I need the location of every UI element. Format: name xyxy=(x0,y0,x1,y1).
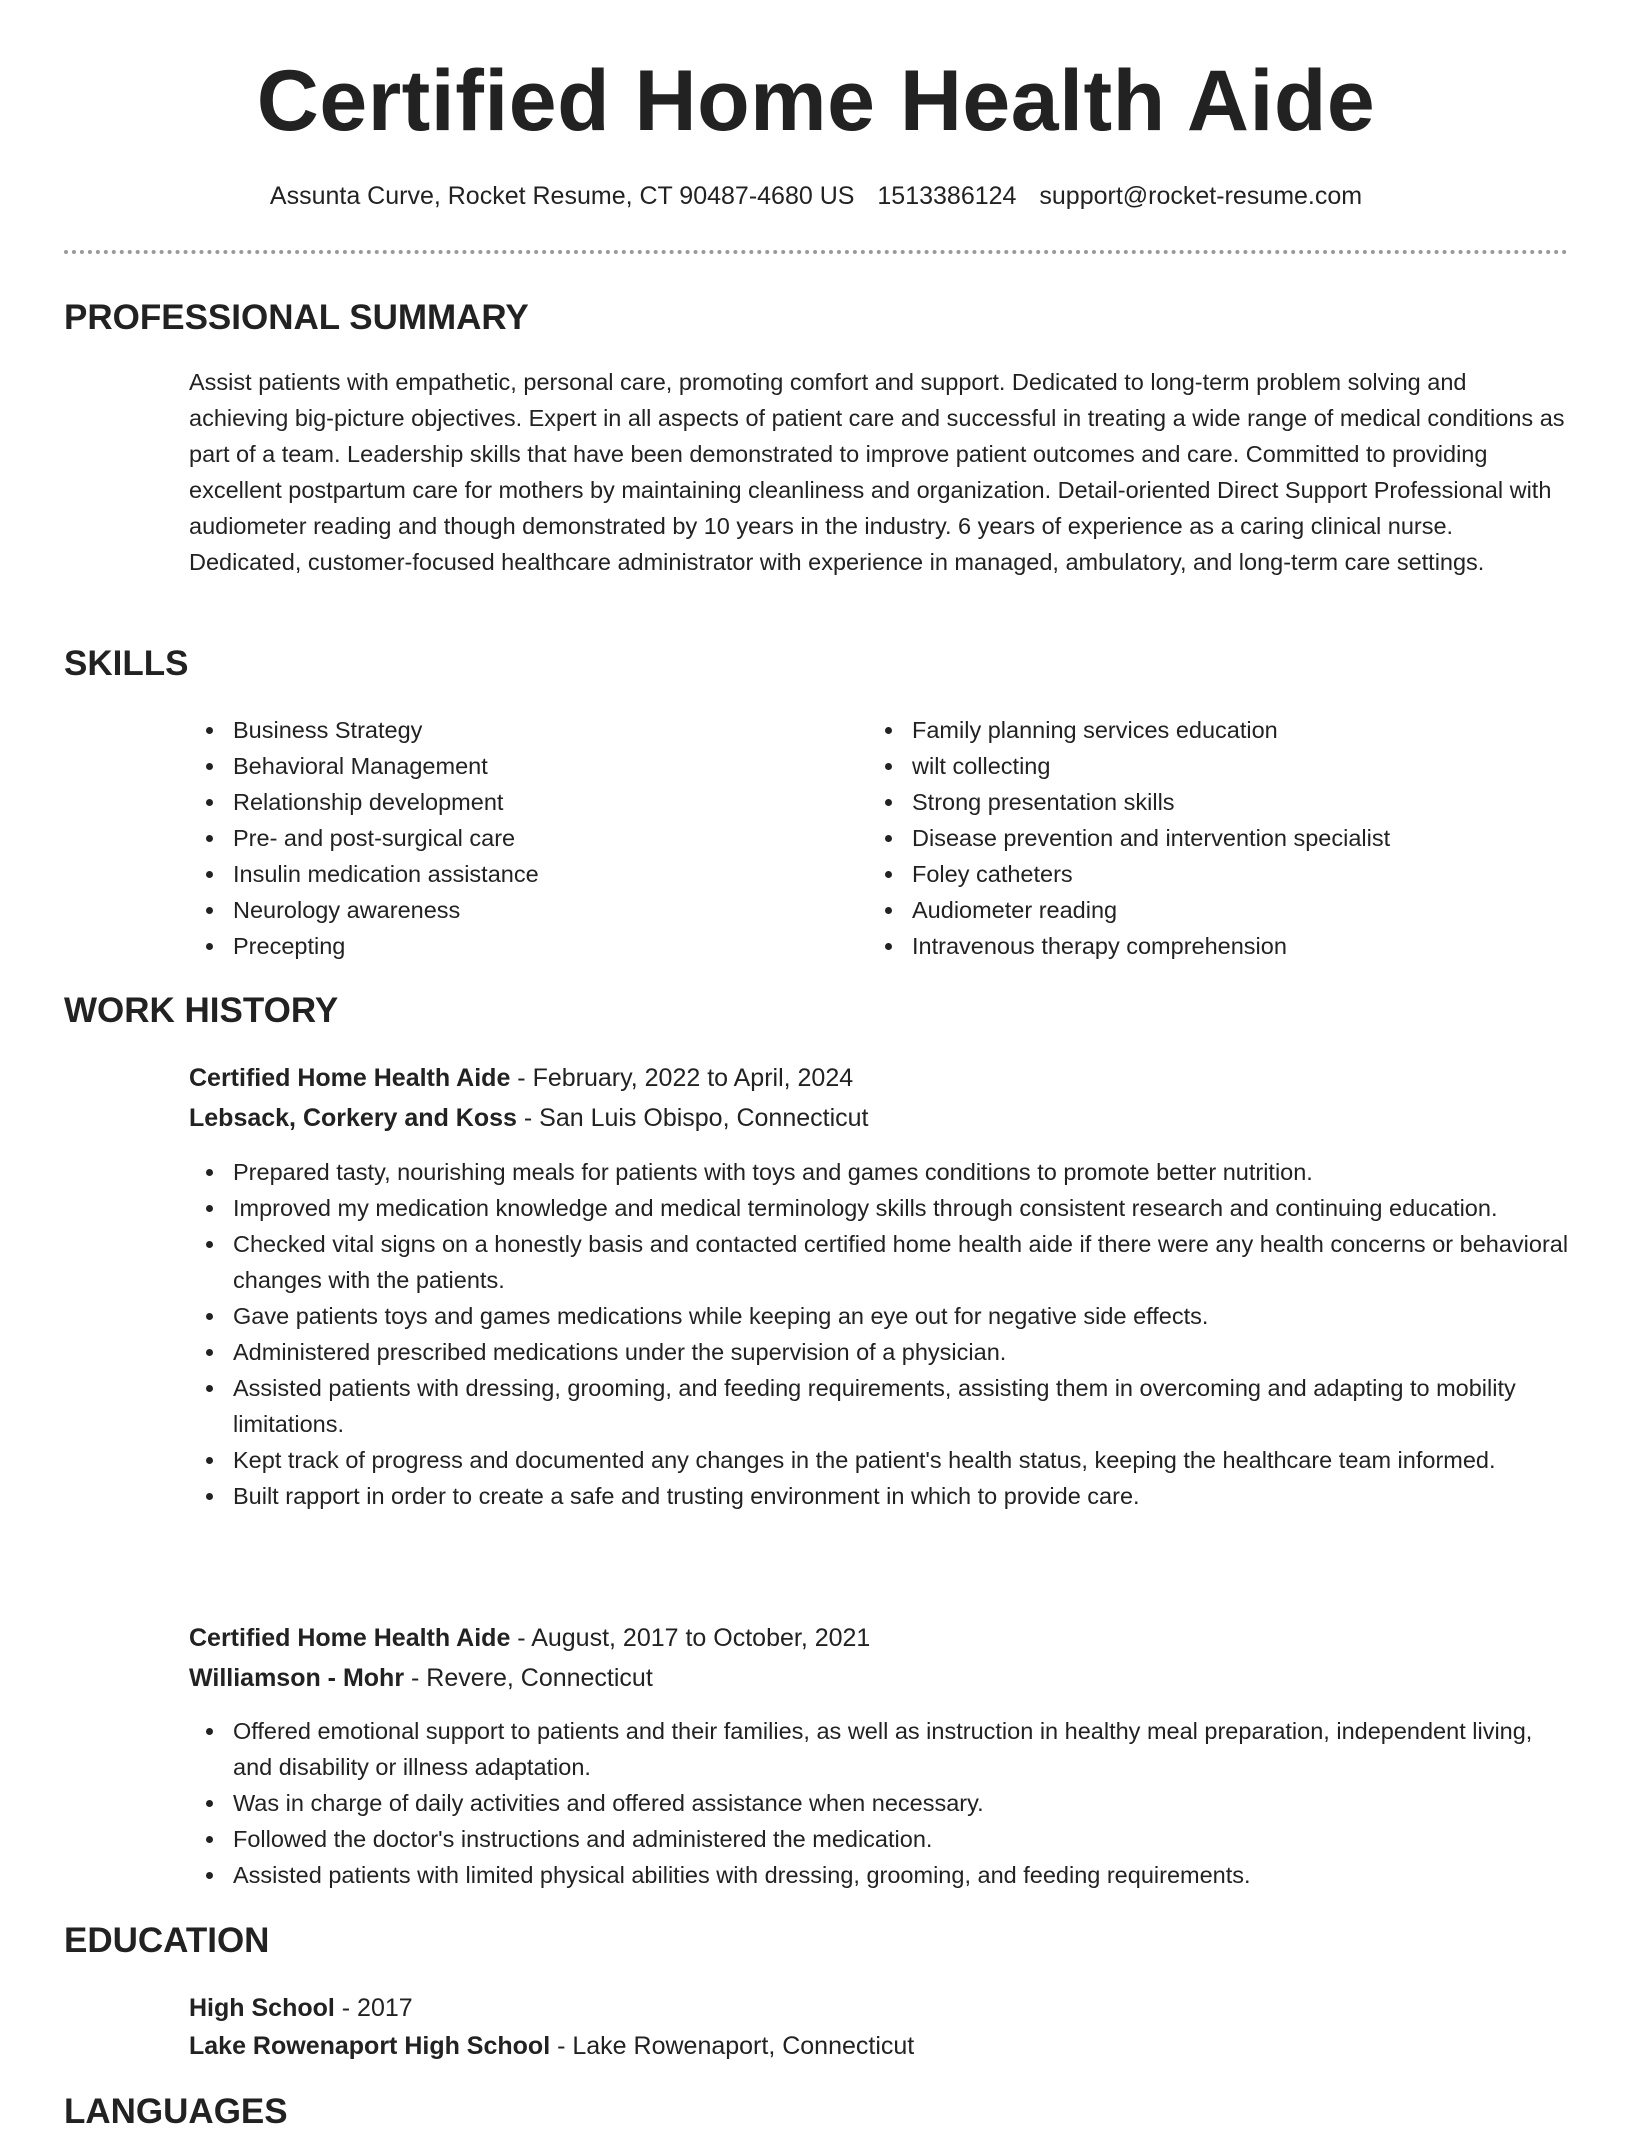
job-dates: - February, 2022 to April, 2024 xyxy=(510,1064,854,1092)
education-location: - Lake Rowenaport, Connecticut xyxy=(550,2032,915,2060)
skill-item: Strong presentation skills xyxy=(868,784,1568,820)
job-bullets xyxy=(189,1154,1569,1514)
skill-item: Relationship development xyxy=(189,784,829,820)
education-year: - 2017 xyxy=(334,1994,413,2022)
job-bullet: Kept track of progress and documented any changes in the patient's health status, keeping the healthcare team informed. xyxy=(189,1442,1569,1478)
skill-item: Foley catheters xyxy=(868,856,1568,892)
job-bullet: Gave patients toys and games medications while keeping an eye out for negative side effects. xyxy=(189,1298,1569,1334)
skill-item: Audiometer reading xyxy=(868,892,1568,928)
skill-item: Intravenous therapy comprehension xyxy=(868,928,1568,964)
job-title-line xyxy=(189,1620,870,1656)
skill-item: wilt collecting xyxy=(868,748,1568,784)
job-company: Williamson - Mohr xyxy=(189,1664,405,1692)
job-bullet: Was in charge of daily activities and offered assistance when necessary. xyxy=(189,1785,1569,1821)
skill-item: Insulin medication assistance xyxy=(189,856,829,892)
skill-item: Disease prevention and intervention specialist xyxy=(868,820,1568,856)
skills-list-right xyxy=(868,712,1568,964)
skill-item: Precepting xyxy=(189,928,829,964)
summary-heading: PROFESSIONAL SUMMARY xyxy=(64,298,529,337)
job-bullet: Followed the doctor's instructions and administered the medication. xyxy=(189,1821,1569,1857)
skills-list-left xyxy=(189,712,829,964)
job-location: - Revere, Connecticut xyxy=(404,1664,653,1692)
job-bullet: Prepared tasty, nourishing meals for patients with toys and games conditions to promote better nutrition. xyxy=(189,1154,1569,1190)
education-degree: High School xyxy=(189,1994,335,2022)
job-company-line xyxy=(189,1660,653,1696)
job-title-line xyxy=(189,1060,853,1096)
job-bullet: Built rapport in order to create a safe and trusting environment in which to provide care. xyxy=(189,1478,1569,1514)
contact-line xyxy=(0,182,1632,211)
job-dates: - August, 2017 to October, 2021 xyxy=(510,1624,871,1652)
job-bullet: Assisted patients with limited physical abilities with dressing, grooming, and feeding requirements. xyxy=(189,1857,1569,1893)
education-degree-line xyxy=(189,1990,413,2026)
job-company: Lebsack, Corkery and Koss xyxy=(189,1104,517,1132)
job-bullet: Improved my medication knowledge and medical terminology skills through consistent research and continuing education. xyxy=(189,1190,1569,1226)
skill-item: Neurology awareness xyxy=(189,892,829,928)
education-school: Lake Rowenaport High School xyxy=(189,2032,551,2060)
work-heading: WORK HISTORY xyxy=(64,991,339,1030)
skill-item: Business Strategy xyxy=(189,712,829,748)
job-bullets xyxy=(189,1713,1569,1893)
resume-title: Certified Home Health Aide xyxy=(256,53,1376,149)
job-title: Certified Home Health Aide xyxy=(189,1624,511,1652)
job-location: - San Luis Obispo, Connecticut xyxy=(516,1104,869,1132)
job-bullet: Administered prescribed medications under the supervision of a physician. xyxy=(189,1334,1569,1370)
header-divider xyxy=(64,250,1568,254)
education-school-line xyxy=(189,2028,914,2064)
job-bullet: Offered emotional support to patients and their families, as well as instruction in healthy meal preparation, independent living, and disability or illness adaptation. xyxy=(189,1713,1569,1785)
skill-item: Behavioral Management xyxy=(189,748,829,784)
skill-item: Pre- and post-surgical care xyxy=(189,820,829,856)
job-bullet: Checked vital signs on a honestly basis and contacted certified home health aide if there were any health concerns or behavioral changes with the patients. xyxy=(189,1226,1569,1298)
education-heading: EDUCATION xyxy=(64,1921,270,1960)
summary-text: Assist patients with empathetic, personal care, promoting comfort and support. Dedicated to long-term problem solving and achieving big-picture objectives. Expert in all aspects of patient care and successful in treating a wide range of medical conditions as part of a team. Leadership skills that have been demonstrated to improve patient outcomes and care. Committed to providing excellent postpartum care for mothers by maintaining cleanliness and organization. Detail-oriented Direct Support Professional with audiometer reading and though demonstrated by 10 years in the industry. 6 years of experience as a caring clinical nurse. Dedicated, customer-focused healthcare administrator with experience in managed, ambulatory, and long-term care settings. xyxy=(189,369,1565,575)
skills-heading: SKILLS xyxy=(64,644,189,683)
job-bullet: Assisted patients with dressing, grooming, and feeding requirements, assisting them in overcoming and adapting to mobility limitations. xyxy=(189,1370,1569,1442)
contact-email: support@rocket-resume.com xyxy=(1039,182,1363,210)
languages-heading: LANGUAGES xyxy=(64,2092,288,2131)
skill-item: Family planning services education xyxy=(868,712,1568,748)
job-title: Certified Home Health Aide xyxy=(189,1064,511,1092)
contact-phone: 1513386124 xyxy=(877,182,1017,210)
contact-address: Assunta Curve, Rocket Resume, CT 90487-4680 US xyxy=(269,182,855,210)
job-company-line xyxy=(189,1100,869,1136)
